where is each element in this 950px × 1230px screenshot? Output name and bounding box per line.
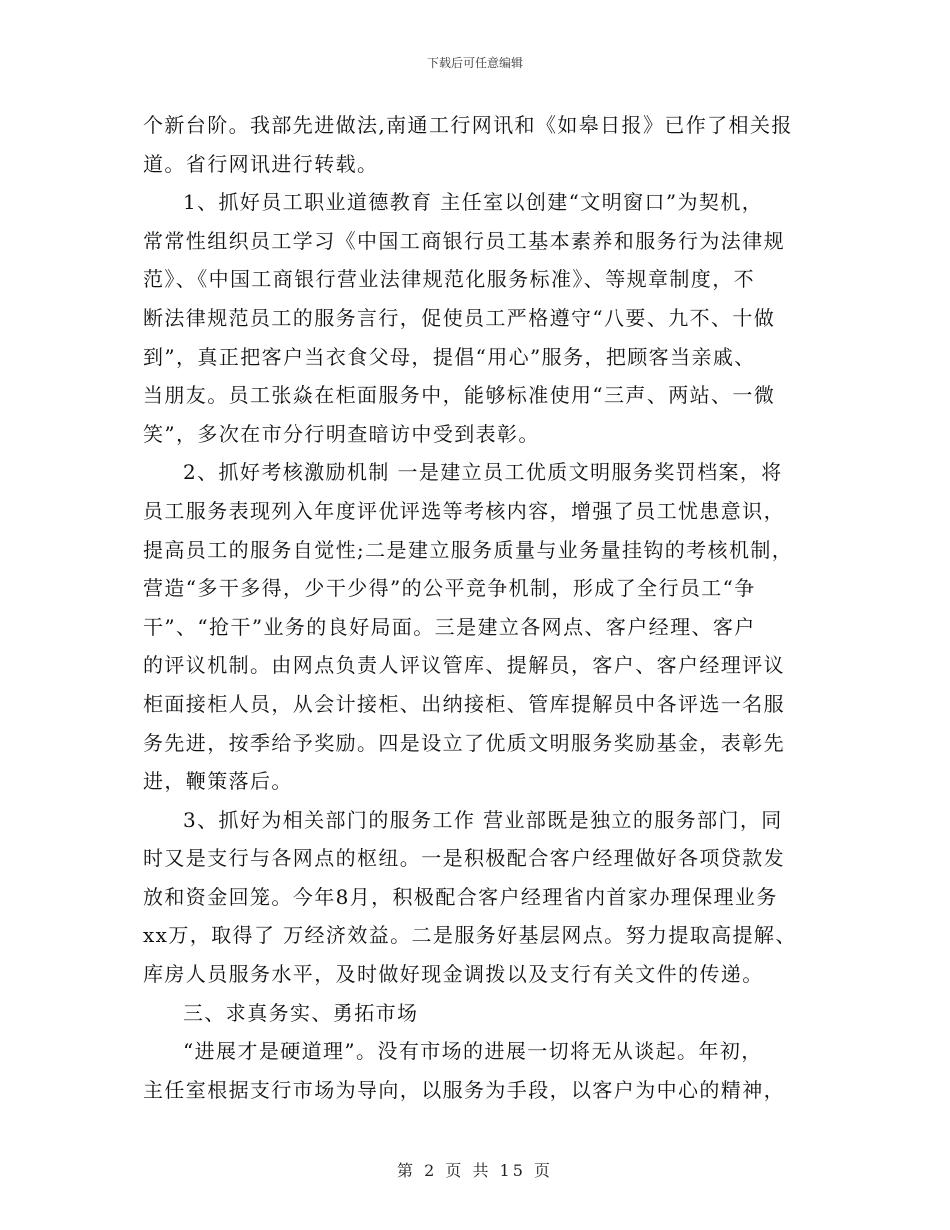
text-line: 放和资金回笼。今年8月，积极配合客户经理省内首家办理保理业务 (143, 884, 778, 909)
text-line: 常常性组织员工学习《中国工商银行员工基本素养和服务行为法律规 (143, 228, 785, 253)
text-line: 2、抓好考核激励机制 一是建立员工优质文明服务奖罚档案，将 (183, 460, 783, 485)
text-line: 笑”，多次在市分行明查暗访中受到表彰。 (143, 421, 540, 446)
text-line: “进展才是硬道理”。没有市场的进展一切将无从谈起。年初， (183, 1039, 763, 1064)
text-line: 主任室根据支行市场为导向，以服务为手段，以客户为中心的精神， (143, 1077, 785, 1102)
text-line: 进，鞭策落后。 (143, 769, 293, 794)
text-line: 库房人员服务水平，及时做好现金调拨以及支行有关文件的传递。 (143, 962, 764, 987)
text-line: 当朋友。员工张焱在柜面服务中，能够标准使用“三声、两站、一微 (143, 383, 776, 408)
text-line: xx万，取得了 万经济效益。二是服务好基层网点。努力提取高提解、 (143, 923, 797, 948)
section-heading: 三、求真务实、勇拓市场 (183, 1000, 419, 1025)
text-line: 断法律规范员工的服务言行，促使员工严格遵守“八要、九不、十做 (143, 305, 776, 330)
text-line: 1、抓好员工职业道德教育 主任室以创建“文明窗口”为契机， (183, 190, 764, 215)
text-line: 时又是支行与各网点的枢纽。一是积极配合客户经理做好各项贷款发 (143, 846, 785, 871)
document-body (143, 106, 807, 1109)
text-line: 到”，真正把客户当衣食父母，提倡“用心”服务，把顾客当亲戚、 (143, 344, 756, 369)
text-line: 营造“多干多得，少干少得”的公平竞争机制，形成了全行员工“争 (143, 576, 756, 601)
text-line: 的评议机制。由网点负责人评议管库、提解员，客户、客户经理评议 (143, 653, 785, 678)
text-line: 范》、《中国工商银行营业法律规范化服务标准》、等规章制度，不 (143, 267, 755, 292)
text-line: 提高员工的服务自觉性;二是建立服务质量与业务量挂钩的考核机制， (143, 537, 794, 562)
text-line: 个新台阶。我部先进做法,南通工行网讯和《如皋日报》已作了相关报 (143, 113, 793, 137)
page-number: 第 2 页 共 15 页 (397, 1161, 553, 1180)
text-line: 柜面接柜人员，从会计接柜、出纳接柜、管库提解员中各评选一名服 (143, 691, 785, 716)
page-header-note: 下载后可任意编辑 (426, 56, 523, 70)
text-line: 3、抓好为相关部门的服务工作 营业部既是独立的服务部门，同 (183, 807, 783, 832)
text-line: 道。省行网讯进行转载。 (143, 151, 379, 176)
text-line: 务先进，按季给予奖励。四是设立了优质文明服务奖励基金，表彰先 (143, 730, 785, 755)
text-line: 员工服务表现列入年度评优评选等考核内容，增强了员工忧患意识， (143, 498, 785, 523)
text-line: 干”、“抢干”业务的良好局面。三是建立各网点、客户经理、客户 (143, 614, 756, 639)
